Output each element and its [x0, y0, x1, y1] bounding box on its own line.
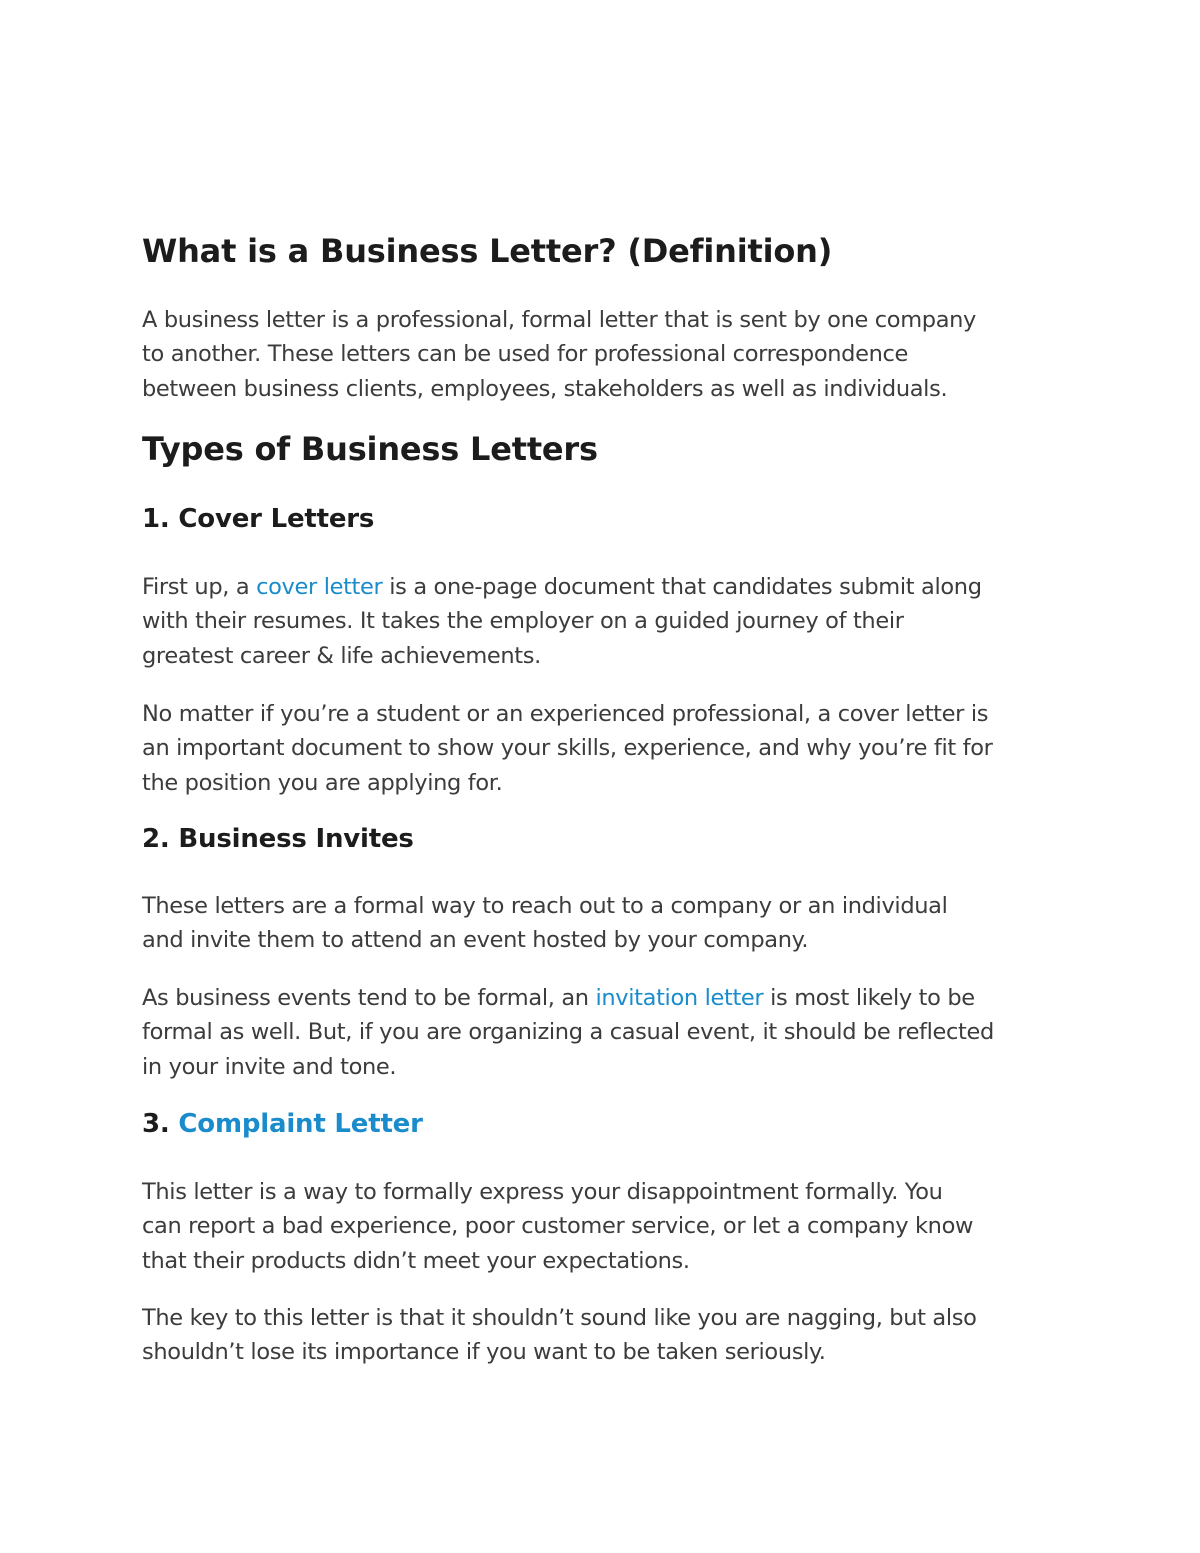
invitation-letter-link[interactable]: invitation letter	[595, 985, 764, 1011]
heading-what-is-business-letter: What is a Business Letter? (Definition)	[142, 232, 833, 270]
text-fragment: is most likely to be	[763, 985, 975, 1011]
business-invites-paragraph-2	[142, 981, 1072, 1084]
heading-number: 3.	[142, 1109, 179, 1139]
business-invites-paragraph-1	[142, 889, 1072, 958]
heading-cover-letters: 1. Cover Letters	[142, 504, 375, 534]
complaint-letter-link[interactable]: Complaint Letter	[178, 1109, 423, 1139]
complaint-letter-paragraph-2	[142, 1301, 1072, 1370]
text-line: This letter is a way to formally express your disappointment formally. You	[142, 1179, 943, 1205]
text-fragment: is a one-page document that candidates submit along	[382, 574, 982, 600]
text-line: between business clients, employees, stakeholders as well as individuals.	[142, 375, 948, 402]
text-line	[142, 570, 1072, 604]
text-line: shouldn’t lose its importance if you want to be taken seriously.	[142, 1339, 826, 1366]
text-fragment: First up, a	[142, 574, 257, 600]
text-line: the position you are applying for.	[142, 769, 503, 796]
text-line: greatest career & life achievements.	[142, 642, 541, 669]
text-line: formal as well. But, if you are organizing a casual event, it should be reflected	[142, 1019, 994, 1046]
cover-letter-paragraph-1	[142, 570, 1072, 673]
text-line: in your invite and tone.	[142, 1053, 397, 1080]
heading-types-of-business-letters: Types of Business Letters	[142, 430, 598, 468]
text-line: A business letter is a professional, formal letter that is sent by one company	[142, 307, 977, 333]
heading-complaint-letter	[142, 1109, 423, 1139]
text-line: The key to this letter is that it shouldn’t sound like you are nagging, but also	[142, 1305, 977, 1331]
text-line: to another. These letters can be used for professional correspondence	[142, 341, 908, 368]
complaint-letter-paragraph-1	[142, 1175, 1072, 1278]
text-line: These letters are a formal way to reach out to a company or an individual	[142, 893, 948, 919]
cover-letter-link[interactable]: cover letter	[256, 574, 383, 600]
definition-paragraph	[142, 303, 1072, 406]
text-fragment: As business events tend to be formal, an	[142, 985, 596, 1011]
text-line: with their resumes. It takes the employer on a guided journey of their	[142, 608, 904, 635]
text-line: can report a bad experience, poor customer service, or let a company know	[142, 1213, 974, 1240]
text-line: No matter if you’re a student or an experienced professional, a cover letter is	[142, 701, 989, 727]
text-line	[142, 981, 1072, 1015]
cover-letter-paragraph-2	[142, 697, 1072, 800]
text-line: an important document to show your skills, experience, and why you’re fit for	[142, 735, 993, 762]
text-line: that their products didn’t meet your expectations.	[142, 1247, 690, 1274]
text-line: and invite them to attend an event hosted by your company.	[142, 927, 809, 954]
heading-business-invites: 2. Business Invites	[142, 824, 414, 854]
